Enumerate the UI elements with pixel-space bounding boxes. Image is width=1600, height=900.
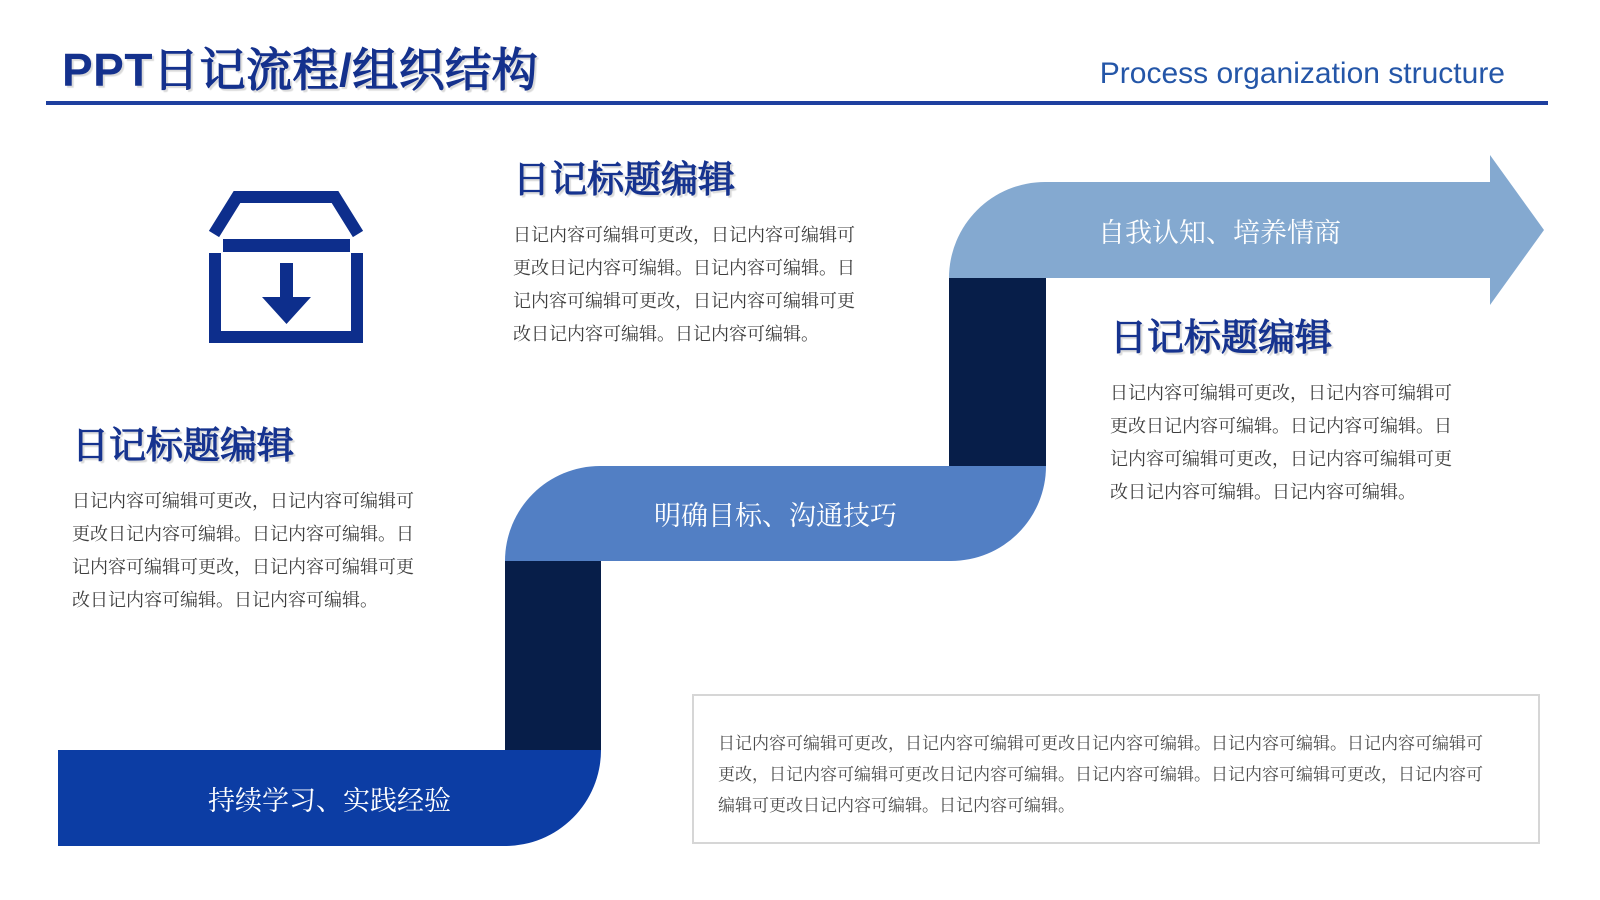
step-band-goals	[505, 466, 1046, 561]
step-connector-top	[949, 278, 1046, 466]
body-line: 日记内容可编辑可更改，日记内容可编辑可	[72, 491, 414, 511]
body-line: 改日记内容可编辑。日记内容可编辑。	[72, 590, 378, 610]
note-line: 日记内容可编辑可更改，日记内容可编辑可更改日记内容可编辑。日记内容可编辑。日记内容可编辑可	[718, 734, 1483, 753]
step-label: 持续学习、实践经验	[208, 785, 451, 816]
body-line: 更改日记内容可编辑。日记内容可编辑。日	[72, 524, 414, 544]
diary-block-right	[1110, 316, 1452, 509]
block-body	[513, 219, 855, 351]
body-line: 改日记内容可编辑。日记内容可编辑。	[1110, 482, 1416, 502]
diary-block-top	[513, 158, 855, 351]
body-line: 日记内容可编辑可更改，日记内容可编辑可	[1110, 383, 1452, 403]
note-line: 更改，日记内容可编辑可更改日记内容可编辑。日记内容可编辑。日记内容可编辑可更改，日记内容可	[718, 765, 1483, 784]
title-divider	[46, 101, 1548, 105]
step-connector-bottom	[505, 561, 601, 750]
block-heading: 日记标题编辑	[1110, 317, 1332, 358]
body-line: 日记内容可编辑可更改，日记内容可编辑可	[513, 225, 855, 245]
block-body	[72, 485, 414, 617]
block-heading: 日记标题编辑	[513, 159, 735, 200]
step-label: 明确目标、沟通技巧	[654, 501, 897, 531]
note-box	[692, 694, 1540, 844]
body-line: 记内容可编辑可更改，日记内容可编辑可更	[513, 291, 855, 311]
step-label: 自我认知、培养情商	[1098, 217, 1341, 248]
diary-block-left	[72, 424, 414, 617]
archive-box-download-icon	[200, 184, 372, 348]
page-title: PPT日记流程/组织结构	[62, 44, 539, 96]
body-line: 改日记内容可编辑。日记内容可编辑。	[513, 324, 819, 344]
body-line: 更改日记内容可编辑。日记内容可编辑。日	[513, 258, 855, 278]
step-band-learning	[58, 750, 601, 846]
body-line: 记内容可编辑可更改，日记内容可编辑可更	[1110, 449, 1452, 469]
arrow-head-icon	[1490, 155, 1544, 305]
step-band-self-awareness	[949, 182, 1490, 278]
body-line: 记内容可编辑可更改，日记内容可编辑可更	[72, 557, 414, 577]
block-heading: 日记标题编辑	[72, 425, 294, 466]
page-subtitle: Process organization structure	[1099, 57, 1505, 90]
note-line: 编辑可更改日记内容可编辑。日记内容可编辑。	[718, 796, 1075, 815]
block-body	[1110, 377, 1452, 509]
body-line: 更改日记内容可编辑。日记内容可编辑。日	[1110, 416, 1452, 436]
